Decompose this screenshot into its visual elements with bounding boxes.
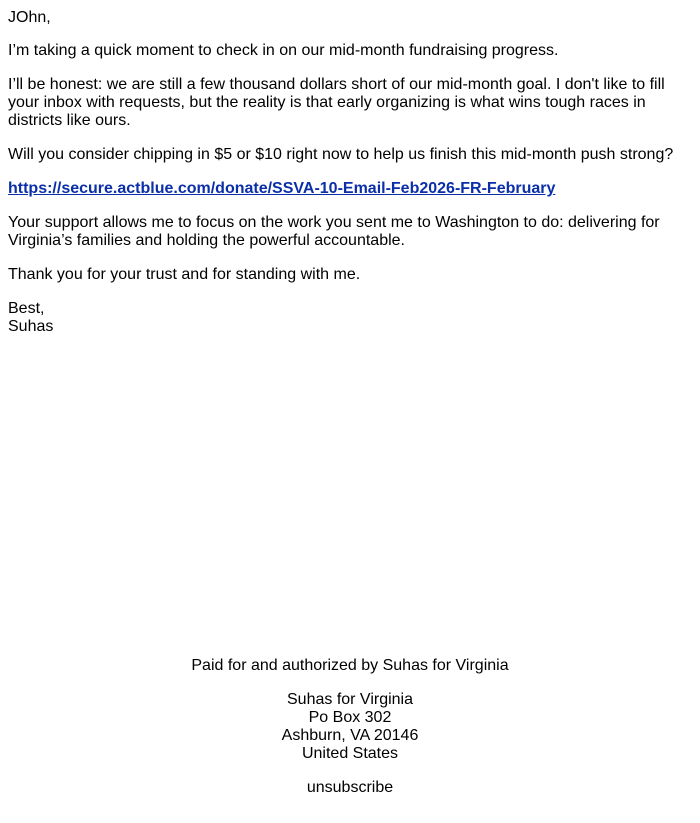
paragraph-check-in: I’m taking a quick moment to check in on our mid-month fundraising progress. [8, 42, 559, 59]
paid-for-disclaimer: Paid for and authorized by Suhas for Virginia [191, 657, 509, 674]
mailing-address [0, 691, 700, 763]
paragraph-support: Your support allows me to focus on the work you sent me to Washington to do: delivering for Virginia’s families and holding the powerful accountable. [8, 214, 660, 249]
greeting: JOhn, [8, 9, 51, 26]
signoff: Best, [8, 300, 45, 317]
address-name: Suhas for Virginia [287, 691, 413, 708]
paragraph-ask: Will you consider chipping in $5 or $10 right now to help us finish this mid-month push strong? [8, 146, 674, 163]
paragraph-thanks: Thank you for your trust and for standing with me. [8, 266, 361, 283]
address-country: United States [301, 745, 399, 762]
signature: Suhas [8, 318, 54, 335]
signoff-block [8, 300, 688, 336]
email-footer [0, 657, 700, 813]
unsubscribe-link[interactable]: unsubscribe [306, 779, 394, 796]
unsubscribe-paragraph [0, 779, 700, 797]
address-line1: Po Box 302 [308, 709, 392, 726]
address-city-state-zip: Ashburn, VA 20146 [281, 727, 419, 744]
email-body [8, 9, 688, 352]
donate-link[interactable]: https://secure.actblue.com/donate/SSVA-10-Email-Feb2026-FR-February [8, 180, 556, 197]
paragraph-honest: I’ll be honest: we are still a few thousand dollars short of our mid-month goal. I don't like to fill your inbox with requests, but the reality is that early organizing is what wins tough races in districts like ours. [8, 76, 665, 129]
donate-link-paragraph [8, 180, 688, 198]
